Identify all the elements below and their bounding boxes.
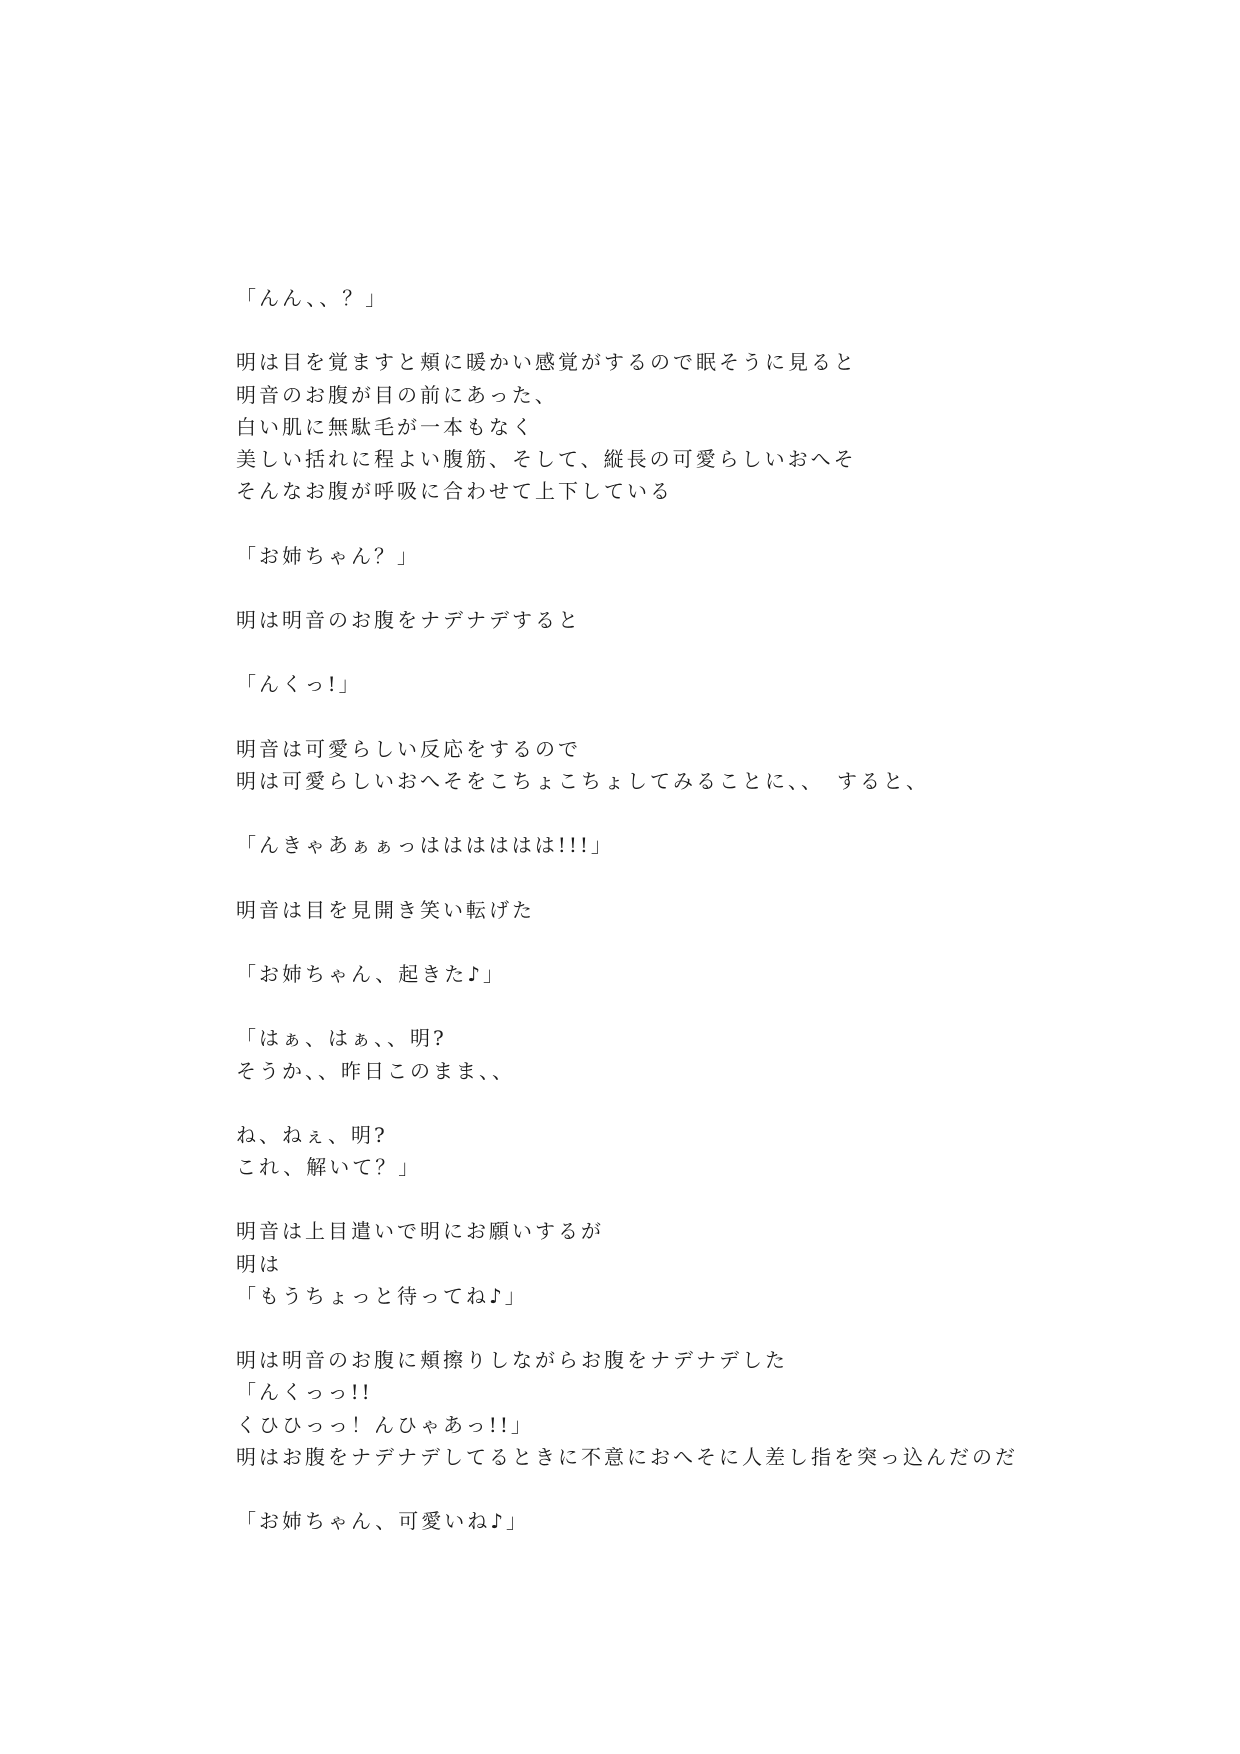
text-line: そうか、、昨日このまま、、 xyxy=(236,1058,515,1083)
text-line: 明は目を覚ますと頬に暖かい感覚がするので眠そうに見ると xyxy=(236,350,857,375)
text-line: 明は xyxy=(236,1251,282,1276)
story-text xyxy=(236,282,1056,1537)
text-line xyxy=(236,1087,1056,1119)
text-line: 「お姉ちゃん？」 xyxy=(236,543,420,568)
text-line xyxy=(236,1312,1056,1344)
text-line: 明は明音のお腹に頬擦りしながらお腹をナデナデした xyxy=(236,1348,788,1373)
text-line: 明はお腹をナデナデしてるときに不意におへそに人差し指を突っ込んだのだ xyxy=(236,1444,1018,1469)
text-line: 明音は可愛らしい反応をするので xyxy=(236,736,581,761)
text-line xyxy=(236,926,1056,958)
text-line: くひひっっ！んひゃあっ!!」 xyxy=(236,1412,534,1437)
text-line xyxy=(236,636,1056,668)
text-line xyxy=(236,700,1056,732)
text-line xyxy=(236,507,1056,539)
text-line: 明音のお腹が目の前にあった、 xyxy=(236,382,558,407)
text-line xyxy=(236,990,1056,1022)
text-line: 美しい括れに程よい腹筋、そして、縦長の可愛らしいおへそ xyxy=(236,446,857,471)
text-line xyxy=(236,314,1056,346)
text-line: 「んきゃあぁぁっはははははは!!!」 xyxy=(236,833,614,858)
text-line: 「お姉ちゃん、起きた♪」 xyxy=(236,961,506,986)
text-line xyxy=(236,1473,1056,1505)
text-line: 「お姉ちゃん、可愛いね♪」 xyxy=(236,1509,529,1534)
text-line xyxy=(236,797,1056,829)
text-line: 白い肌に無駄毛が一本もなく xyxy=(236,414,535,439)
text-line: 明音は目を見開き笑い転げた xyxy=(236,897,535,922)
text-line xyxy=(236,861,1056,893)
text-line: 明音は上目遣いで明にお願いするが xyxy=(236,1219,604,1244)
text-line: 明は可愛らしいおへそをこちょこちょしてみることに、、 すると、 xyxy=(236,768,929,793)
text-line: 明は明音のお腹をナデナデすると xyxy=(236,607,581,632)
text-line: 「もうちょっと待ってね♪」 xyxy=(236,1283,528,1308)
text-line: 「んん、、？」 xyxy=(236,286,389,310)
text-line: 「はぁ、はぁ、、明? xyxy=(236,1026,447,1051)
text-line: 「んくっ!」 xyxy=(236,672,362,697)
text-line: 「んくっっ!! xyxy=(236,1380,373,1405)
text-line xyxy=(236,1183,1056,1215)
text-line xyxy=(236,572,1056,604)
text-line: そんなお腹が呼吸に合わせて上下している xyxy=(236,479,673,504)
text-line: ね、ねぇ、明? xyxy=(236,1122,388,1147)
text-line: これ、解いて？」 xyxy=(236,1155,422,1180)
